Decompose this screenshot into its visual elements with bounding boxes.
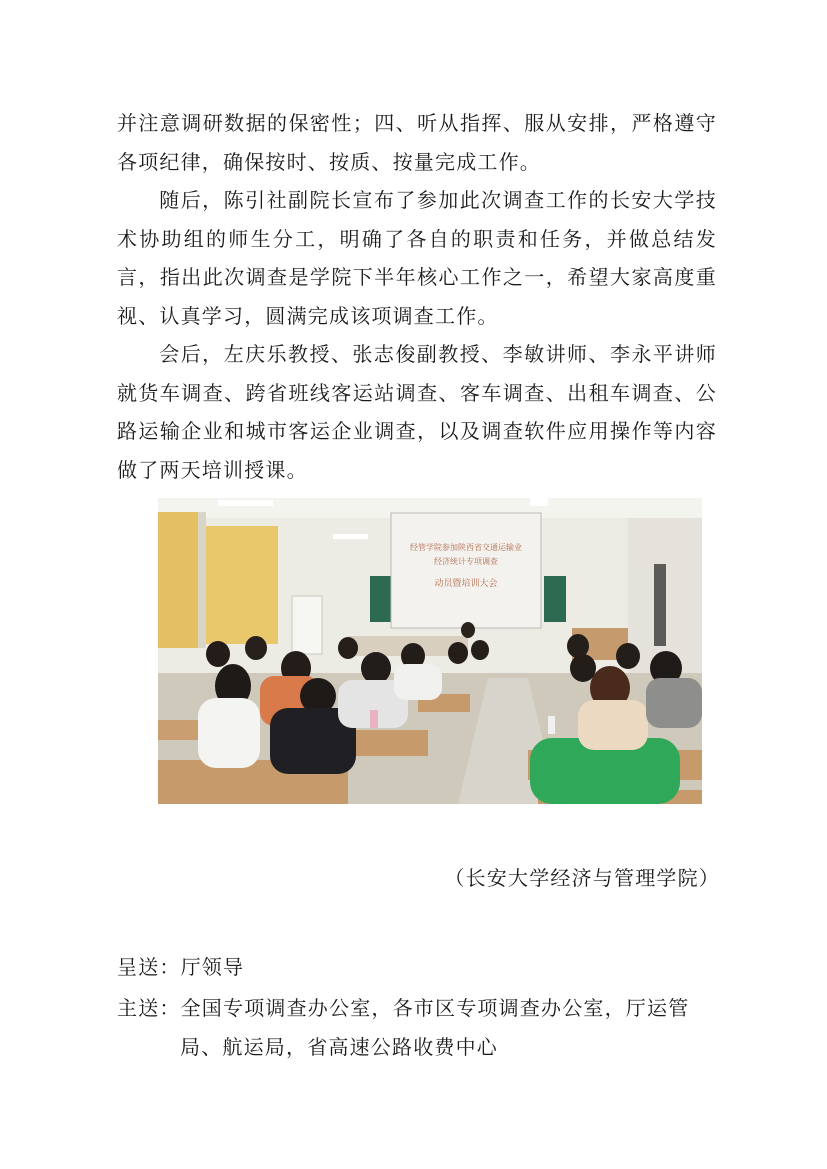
zhu-song-block [117, 989, 717, 1066]
paragraph-training: 会后，左庆乐教授、张志俊副教授、李敏讲师、李永平讲师就货车调查、跨省班线客运站调查、客车调查、出租车调查、公路运输企业和城市客运企业调查，以及调查软件应用操作等内容做了两天培训授课。 [117, 342, 717, 482]
training-meeting-photo [158, 498, 702, 804]
zhu-song-value-line2: 局、航运局，省高速公路收费中心 [180, 1034, 498, 1059]
screen-line-1: 经管学院参加陕西省交通运输业 [410, 543, 522, 552]
organization-signature: （长安大学经济与管理学院） [444, 866, 720, 890]
paragraph-continuation: 并注意调研数据的保密性；四、听从指挥、服从安排，严格遵守各项纪律，确保按时、按质、按量完成工作。 [117, 111, 717, 174]
paragraph-announcement: 随后，陈引社副院长宣布了参加此次调查工作的长安大学技术协助组的师生分工，明确了各自的职责和任务，并做总结发言，指出此次调查是学院下半年核心工作之一，希望大家高度重视、认真学习，圆满完成该项调查工作。 [117, 188, 717, 328]
cheng-song-label: 呈送： [117, 955, 181, 979]
cheng-song-line [117, 948, 244, 987]
zhu-song-label: 主送： [117, 996, 181, 1020]
cheng-song-value: 厅领导 [180, 955, 245, 979]
zhu-song-value-line1: 全国专项调查办公室，各市区专项调查办公室，厅运管 [180, 996, 690, 1020]
screen-line-2: 经济统计专项调查 [434, 557, 498, 566]
screen-line-3: 动员暨培训大会 [434, 579, 498, 589]
